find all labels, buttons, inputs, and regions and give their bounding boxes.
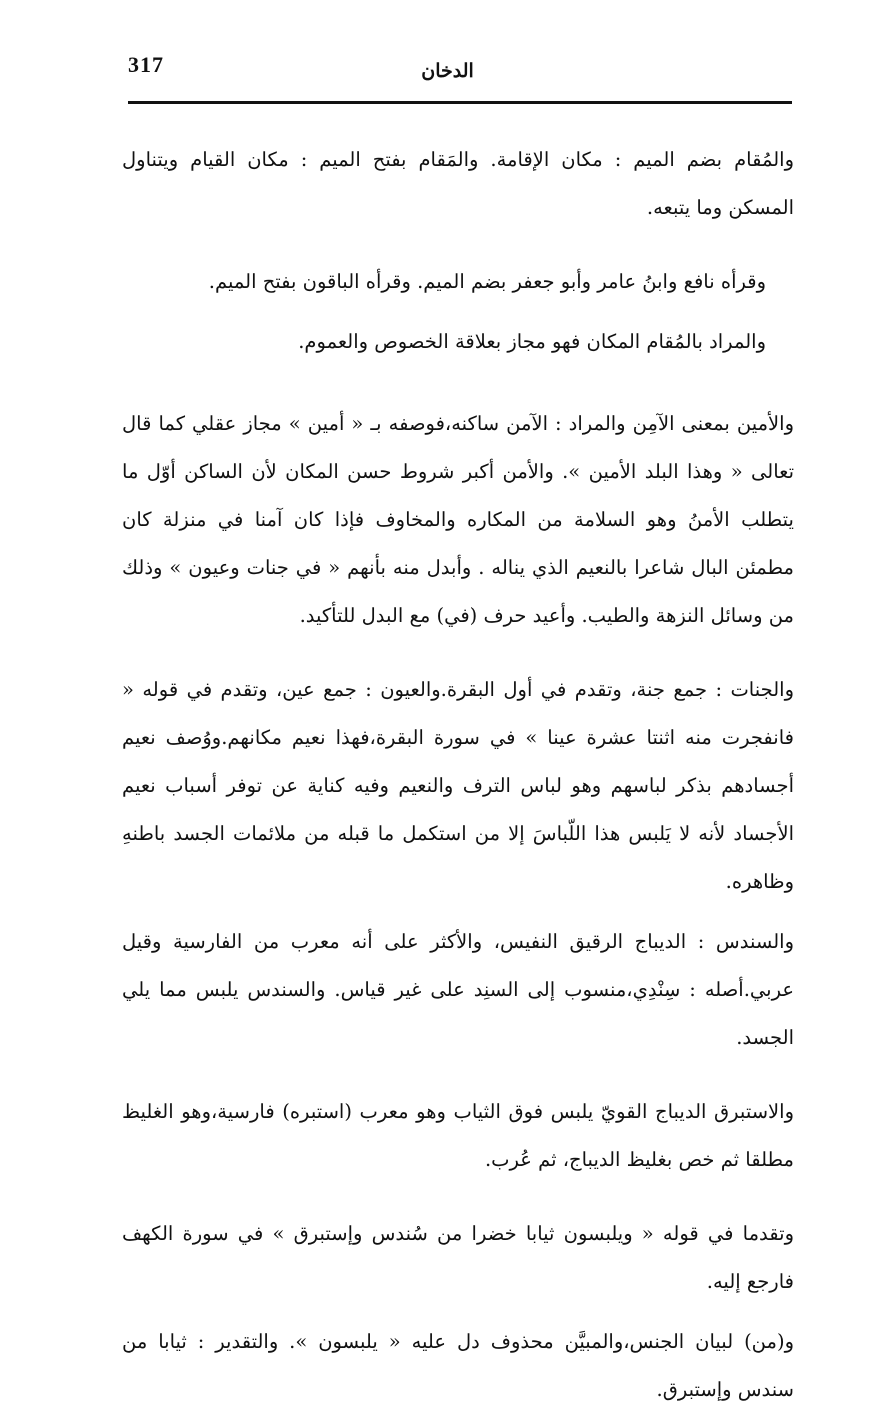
paragraph-min: و(من) لبيان الجنس،والمبيَّن محذوف دل عليه « يلبسون ». والتقدير : ثيابا من سندس وإستبرق. (122, 1330, 794, 1401)
paragraph-istabraq: والاستبرق الديباج القويّ يلبس فوق الثياب وهو معرب (استبره) فارسية،وهو الغليظ مطلقا ثم خص بغليظ الديباج، ثم عُرب. (122, 1100, 794, 1171)
running-title: الدخان (421, 60, 474, 82)
page-body (122, 136, 794, 1414)
paragraph-amin: والأمين بمعنى الآمِن والمراد : الآمن ساكنه،فوصفه بـ « أمين » مجاز عقلي كما قال تعالى « وهذا البلد الأمين ». والأمن أكبر شروط حسن المكان لأن الساكن أوّل ما يتطلب الأمنُ وهو السلامة من المكاره والمخاوف فإذا كان آمنا في منزلة كان مطمئن البال شاعرا بالنعيم الذي يناله . وأبدل منه بأنهم « في جنات وعيون » وذلك من وسائل النزهة والطيب. وأعيد حرف (في) مع البدل للتأكيد. (122, 412, 794, 627)
page-number: 317 (128, 52, 164, 77)
paragraph-maqam: والمُقام بضم الميم : مكان الإقامة. والمَقام بفتح الميم : مكان القيام ويتناول المسكن وما يتبعه. (122, 148, 794, 219)
paragraph-qiraat: وقرأه نافع وابنُ عامر وأبو جعفر بضم الميم. وقرأه الباقون بفتح الميم. (208, 270, 766, 293)
paragraph-jannat: والجنات : جمع جنة، وتقدم في أول البقرة.والعيون : جمع عين، وتقدم في قوله « فانفجرت منه اثنتا عشرة عينا » في سورة البقرة،فهذا نعيم مكانهم.ووُصف نعيم أجسادهم بذكر لباسهم وهو لباس الترف والنعيم وفيه كناية عن توفر أسباب نعيم الأجساد لأنه لا يَلبس هذا اللّباسَ إلا من استكمل ما قبله من ملائمات الجسد باطنهِ وظاهره. (122, 678, 794, 893)
paragraph-majaz: والمراد بالمُقام المكان فهو مجاز بعلاقة الخصوص والعموم. (298, 330, 766, 353)
paragraph-kahf: وتقدما في قوله « ويلبسون ثيابا خضرا من سُندس وإستبرق » في سورة الكهف فارجع إليه. (122, 1222, 794, 1293)
header-divider (128, 101, 792, 104)
paragraph-sundus: والسندس : الديباج الرقيق النفيس، والأكثر على أنه معرب من الفارسية وقيل عربي.أصله : سِنْدِي،منسوب إلى السنِد على غير قياس. والسندس يلبس مما يلي الجسد. (122, 930, 794, 1049)
